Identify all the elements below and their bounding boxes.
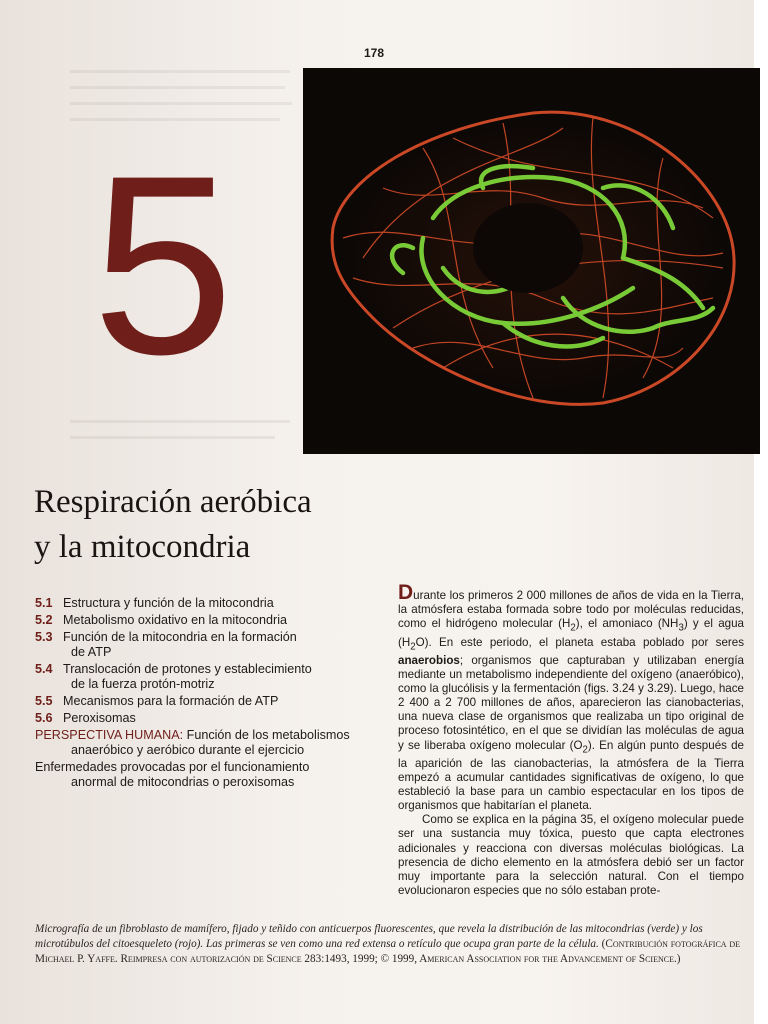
toc-item — [35, 711, 385, 726]
body-text — [398, 581, 744, 898]
toc-number: 5.5 — [35, 694, 53, 708]
chapter-title — [34, 480, 374, 570]
bleed-through — [70, 70, 290, 73]
perspective-text-cont: anaeróbico y aeróbico durante el ejercicio — [71, 743, 305, 757]
toc-item — [35, 596, 385, 611]
text-run: ) y el agua (H — [398, 617, 744, 649]
perspective-label: PERSPECTIVA HUMANA: — [35, 728, 184, 742]
chapter-title-line1: Respiración aeróbica — [34, 484, 312, 520]
bleed-through — [70, 118, 280, 121]
toc-text: Metabolismo oxidativo en la mitocondria — [63, 613, 288, 627]
bold-term: anaerobios — [398, 654, 460, 667]
toc-item — [35, 662, 385, 692]
toc-text-cont: de la fuerza protón-motriz — [71, 677, 215, 691]
toc-extra — [35, 760, 385, 790]
caption-text: Micrografía de un fibroblasto de mamífero, fijado y teñido con anticuerpos fluorescentes, que revela la distribución de las mitocondrias (verde) y los microtúbulos del citoesqueleto (rojo). Las primeras se ven como una red extensa o retículo que ocupa gran parte de la célula. — [35, 923, 703, 950]
extra-text-cont: anormal de mitocondrias o peroxisomas — [71, 775, 295, 789]
paragraph-2: Como se explica en la página 35, el oxígeno molecular puede ser una sustancia muy tóxica, puesto que capta electrones adicionales y reacciona con diversas moléculas biológicas. La presencia de dicho elemento en la atmósfera debió ser un factor muy importante para la selección natural. Con el tiempo evolucionaron especies que no sólo estaban prote- — [398, 813, 744, 897]
chapter-contents — [35, 596, 385, 792]
text-run: O). En este periodo, el planeta estaba poblado por seres — [415, 635, 744, 649]
bleed-through — [70, 436, 275, 439]
page-number: 178 — [364, 46, 385, 60]
drop-cap: D — [398, 581, 414, 604]
text-run: ). En algún punto después de la aparición de las cianobacterias, la atmósfera de la Tierra empezó a acumular cantidades significativas de oxígeno, lo que estableció la base para un cambio espectacular en los tipos de organismos que habitarían el planeta. — [398, 738, 744, 813]
toc-number: 5.3 — [35, 630, 53, 644]
text-run: ), el amoniaco (NH — [575, 617, 679, 631]
toc-item — [35, 630, 385, 660]
toc-text: Peroxisomas — [63, 711, 136, 725]
figure-caption — [35, 922, 745, 967]
extra-text: Enfermedades provocadas por el funcionamiento — [35, 760, 310, 774]
fibroblast-micrograph — [303, 68, 760, 454]
toc-text: Translocación de protones y establecimiento — [63, 662, 312, 676]
text-run: ; organismos que capturaban y utilizaban energía mediante un metabolismo independiente del oxígeno (anaeróbico), como la glucólisis y la fermentación (figs. 3.24 y 3.29). Luego, hace 2 400 a 2 700 millones de años, aparecieron las cianobacterias, una nueva clase de organismos que realizaba un tipo original de proceso fotosintético, en el que se dividían las moléculas de agua y se liberaba oxígeno molecular (O — [398, 654, 744, 752]
subscript: 2 — [410, 640, 416, 652]
toc-item — [35, 613, 385, 628]
bleed-through — [70, 420, 290, 423]
toc-text-cont: de ATP — [71, 645, 112, 659]
toc-text: Estructura y función de la mitocondria — [63, 596, 274, 610]
subscript: 3 — [678, 622, 684, 634]
toc-item — [35, 694, 385, 709]
toc-perspective — [35, 728, 385, 758]
toc-number: 5.2 — [35, 613, 53, 627]
bleed-through — [70, 86, 285, 89]
paragraph-1 — [398, 581, 744, 813]
subscript: 2 — [582, 743, 588, 755]
toc-number: 5.6 — [35, 711, 53, 725]
chapter-number: 5 — [92, 123, 234, 408]
perspective-text: Función de los metabolismos — [186, 728, 350, 742]
toc-text: Función de la mitocondria en la formación — [63, 630, 297, 644]
toc-number: 5.1 — [35, 596, 53, 610]
caption-credit: (Contribución fotográfica de Michael P. Yaffe. Reimpresa con autorización de Science 283:1493, 1999; © 1999, American Association for the Advancement of Science.) — [35, 938, 741, 965]
text-run: urante los primeros 2 000 millones de años de vida en la Tierra, la atmósfera estaba formada sobre todo por moléculas reducidas, como el hidrógeno molecular (H — [398, 589, 744, 631]
micrograph-image — [303, 68, 760, 454]
chapter-title-line2: y la mitocondria — [34, 529, 251, 565]
toc-text: Mecanismos para la formación de ATP — [63, 694, 279, 708]
toc-number: 5.4 — [35, 662, 53, 676]
bleed-through — [70, 102, 292, 105]
subscript: 2 — [570, 622, 576, 634]
